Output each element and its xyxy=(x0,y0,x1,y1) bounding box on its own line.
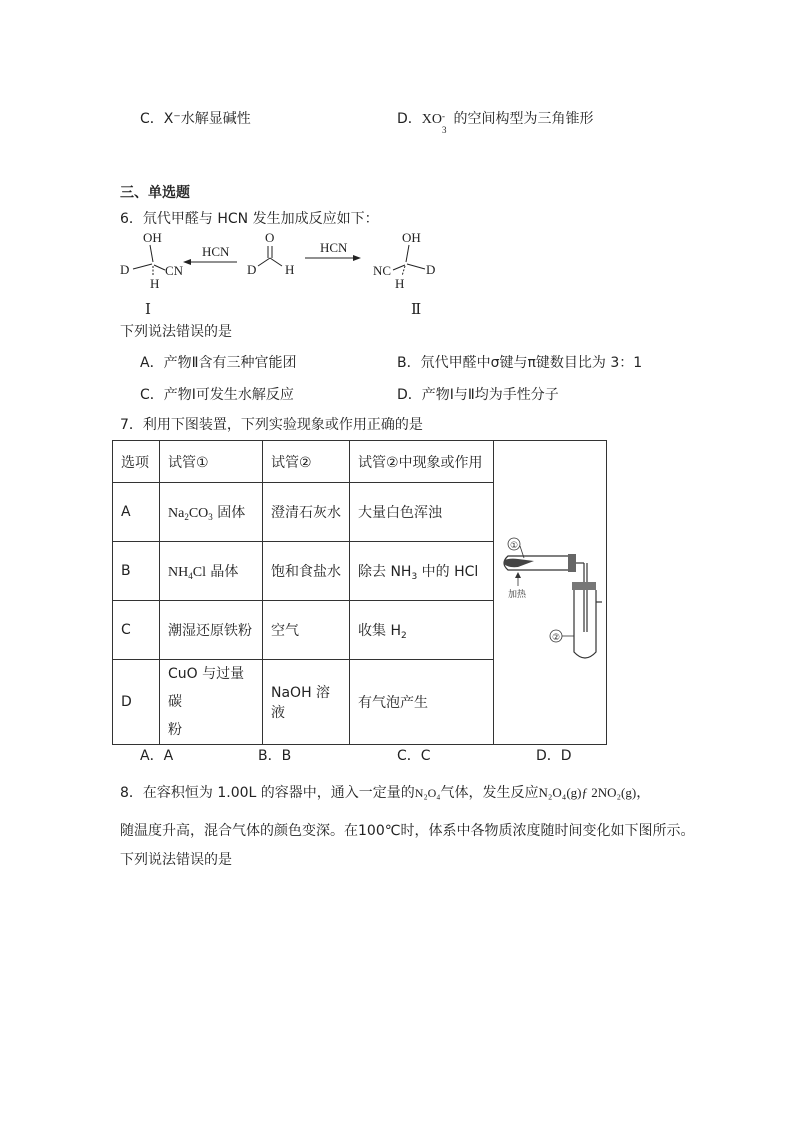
option-c-q5: C．X⁻水解显碱性 xyxy=(140,111,251,127)
mol1-oh: OH xyxy=(143,230,162,245)
reagent-right: HCN xyxy=(320,240,348,255)
option-d-q6: D．产物Ⅰ与Ⅱ均为手性分子 xyxy=(397,387,559,403)
row-a-option: A xyxy=(113,483,160,542)
q7-answer-b: B．B xyxy=(258,748,292,764)
experiment-table xyxy=(112,440,607,745)
row-a-tube1: $Na_2CO_3$ 固体 xyxy=(160,483,263,542)
table-header-row xyxy=(113,441,607,483)
reaction-scheme xyxy=(115,228,455,318)
formula-n2o4: N₂O₄ xyxy=(414,786,441,800)
question-8-line2: 随温度升高，混合气体的颜色变深。在100℃时，体系中各物质浓度随时间变化如下图所示。 xyxy=(120,823,695,839)
header-option: 选项 xyxy=(113,441,160,483)
question-8-line1: 8．在容积恒为 1.00L 的容器中，通入一定量的N₂O₄气体，发生反应N₂O₄(g)ƒ 2NO₂(g)， xyxy=(120,785,651,801)
reagent-left: HCN xyxy=(202,244,230,259)
label-tube2: ② xyxy=(551,632,561,643)
row-b-tube1: $NH_4Cl$ 晶体 xyxy=(160,542,263,601)
option-a-q6: A．产物Ⅱ含有三种官能团 xyxy=(140,355,297,371)
row-d-option: D xyxy=(113,660,160,745)
reaction-equation: N₂O₄(g)ƒ 2NO₂(g) xyxy=(538,785,637,800)
mol0-d: D xyxy=(247,262,257,277)
row-c-tube1: 潮湿还原铁粉 xyxy=(160,601,263,660)
mol1-cn: CN xyxy=(165,263,184,278)
section-title: 三、单选题 xyxy=(120,185,190,201)
row-c-tube2: 空气 xyxy=(263,601,350,660)
question-6-ask: 下列说法错误的是 xyxy=(120,324,232,340)
q7-answer-d: D．D xyxy=(536,748,572,764)
option-d-prefix: D． xyxy=(397,111,422,127)
question-8-ask: 下列说法错误的是 xyxy=(120,852,232,868)
row-a-tube2: 澄清石灰水 xyxy=(263,483,350,542)
mol1-d: D xyxy=(120,262,130,277)
row-b-option: B xyxy=(113,542,160,601)
mol2-d: D xyxy=(426,262,436,277)
mol0-h: H xyxy=(285,262,295,277)
mol2-oh: OH xyxy=(402,230,421,245)
row-b-tube2: 饱和食盐水 xyxy=(263,542,350,601)
q7-answer-a: A．A xyxy=(140,748,174,764)
question-7-stem: 7．利用下图装置，下列实验现象或作用正确的是 xyxy=(120,417,423,433)
row-c-effect: 收集 $H_2$ xyxy=(350,601,494,660)
apparatus-cell xyxy=(494,441,607,745)
header-tube1: 试管① xyxy=(160,441,263,483)
option-c-q6: C．产物Ⅰ可发生水解反应 xyxy=(140,387,294,403)
mol1-h: H xyxy=(150,276,160,291)
row-a-effect: 大量白色浑浊 xyxy=(350,483,494,542)
row-d-tube2: NaOH 溶液 xyxy=(263,660,350,745)
label-tube1: ① xyxy=(509,540,519,551)
option-d-q5 xyxy=(397,108,594,135)
row-c-option: C xyxy=(113,601,160,660)
option-b-q6: B．氘代甲醛中σ键与π键数目比为 3：1 xyxy=(397,355,643,371)
row-b-effect: 除去 $NH_3$ 中的 HCl xyxy=(350,542,494,601)
header-effect: 试管②中现象或作用 xyxy=(350,441,494,483)
option-d-text: 的空间构型为三角锥形 xyxy=(453,111,594,127)
q7-answer-c: C．C xyxy=(397,748,431,764)
mol2-label: Ⅱ xyxy=(411,302,422,318)
row-d-effect: 有气泡产生 xyxy=(350,660,494,745)
mol0-o: O xyxy=(265,230,275,245)
mol2-nc: NC xyxy=(373,263,392,278)
apparatus-diagram xyxy=(494,446,606,740)
header-tube2: 试管② xyxy=(263,441,350,483)
heat-label: 加热 xyxy=(508,589,527,600)
question-6-stem: 6．氘代甲醛与 HCN 发生加成反应如下： xyxy=(120,211,379,227)
mol2-h: H xyxy=(395,276,405,291)
formula-xo3: XO - 3 xyxy=(421,111,447,135)
row-d-tube1: CuO 与过量碳 粉 xyxy=(160,660,263,745)
mol1-label: Ⅰ xyxy=(145,302,151,318)
